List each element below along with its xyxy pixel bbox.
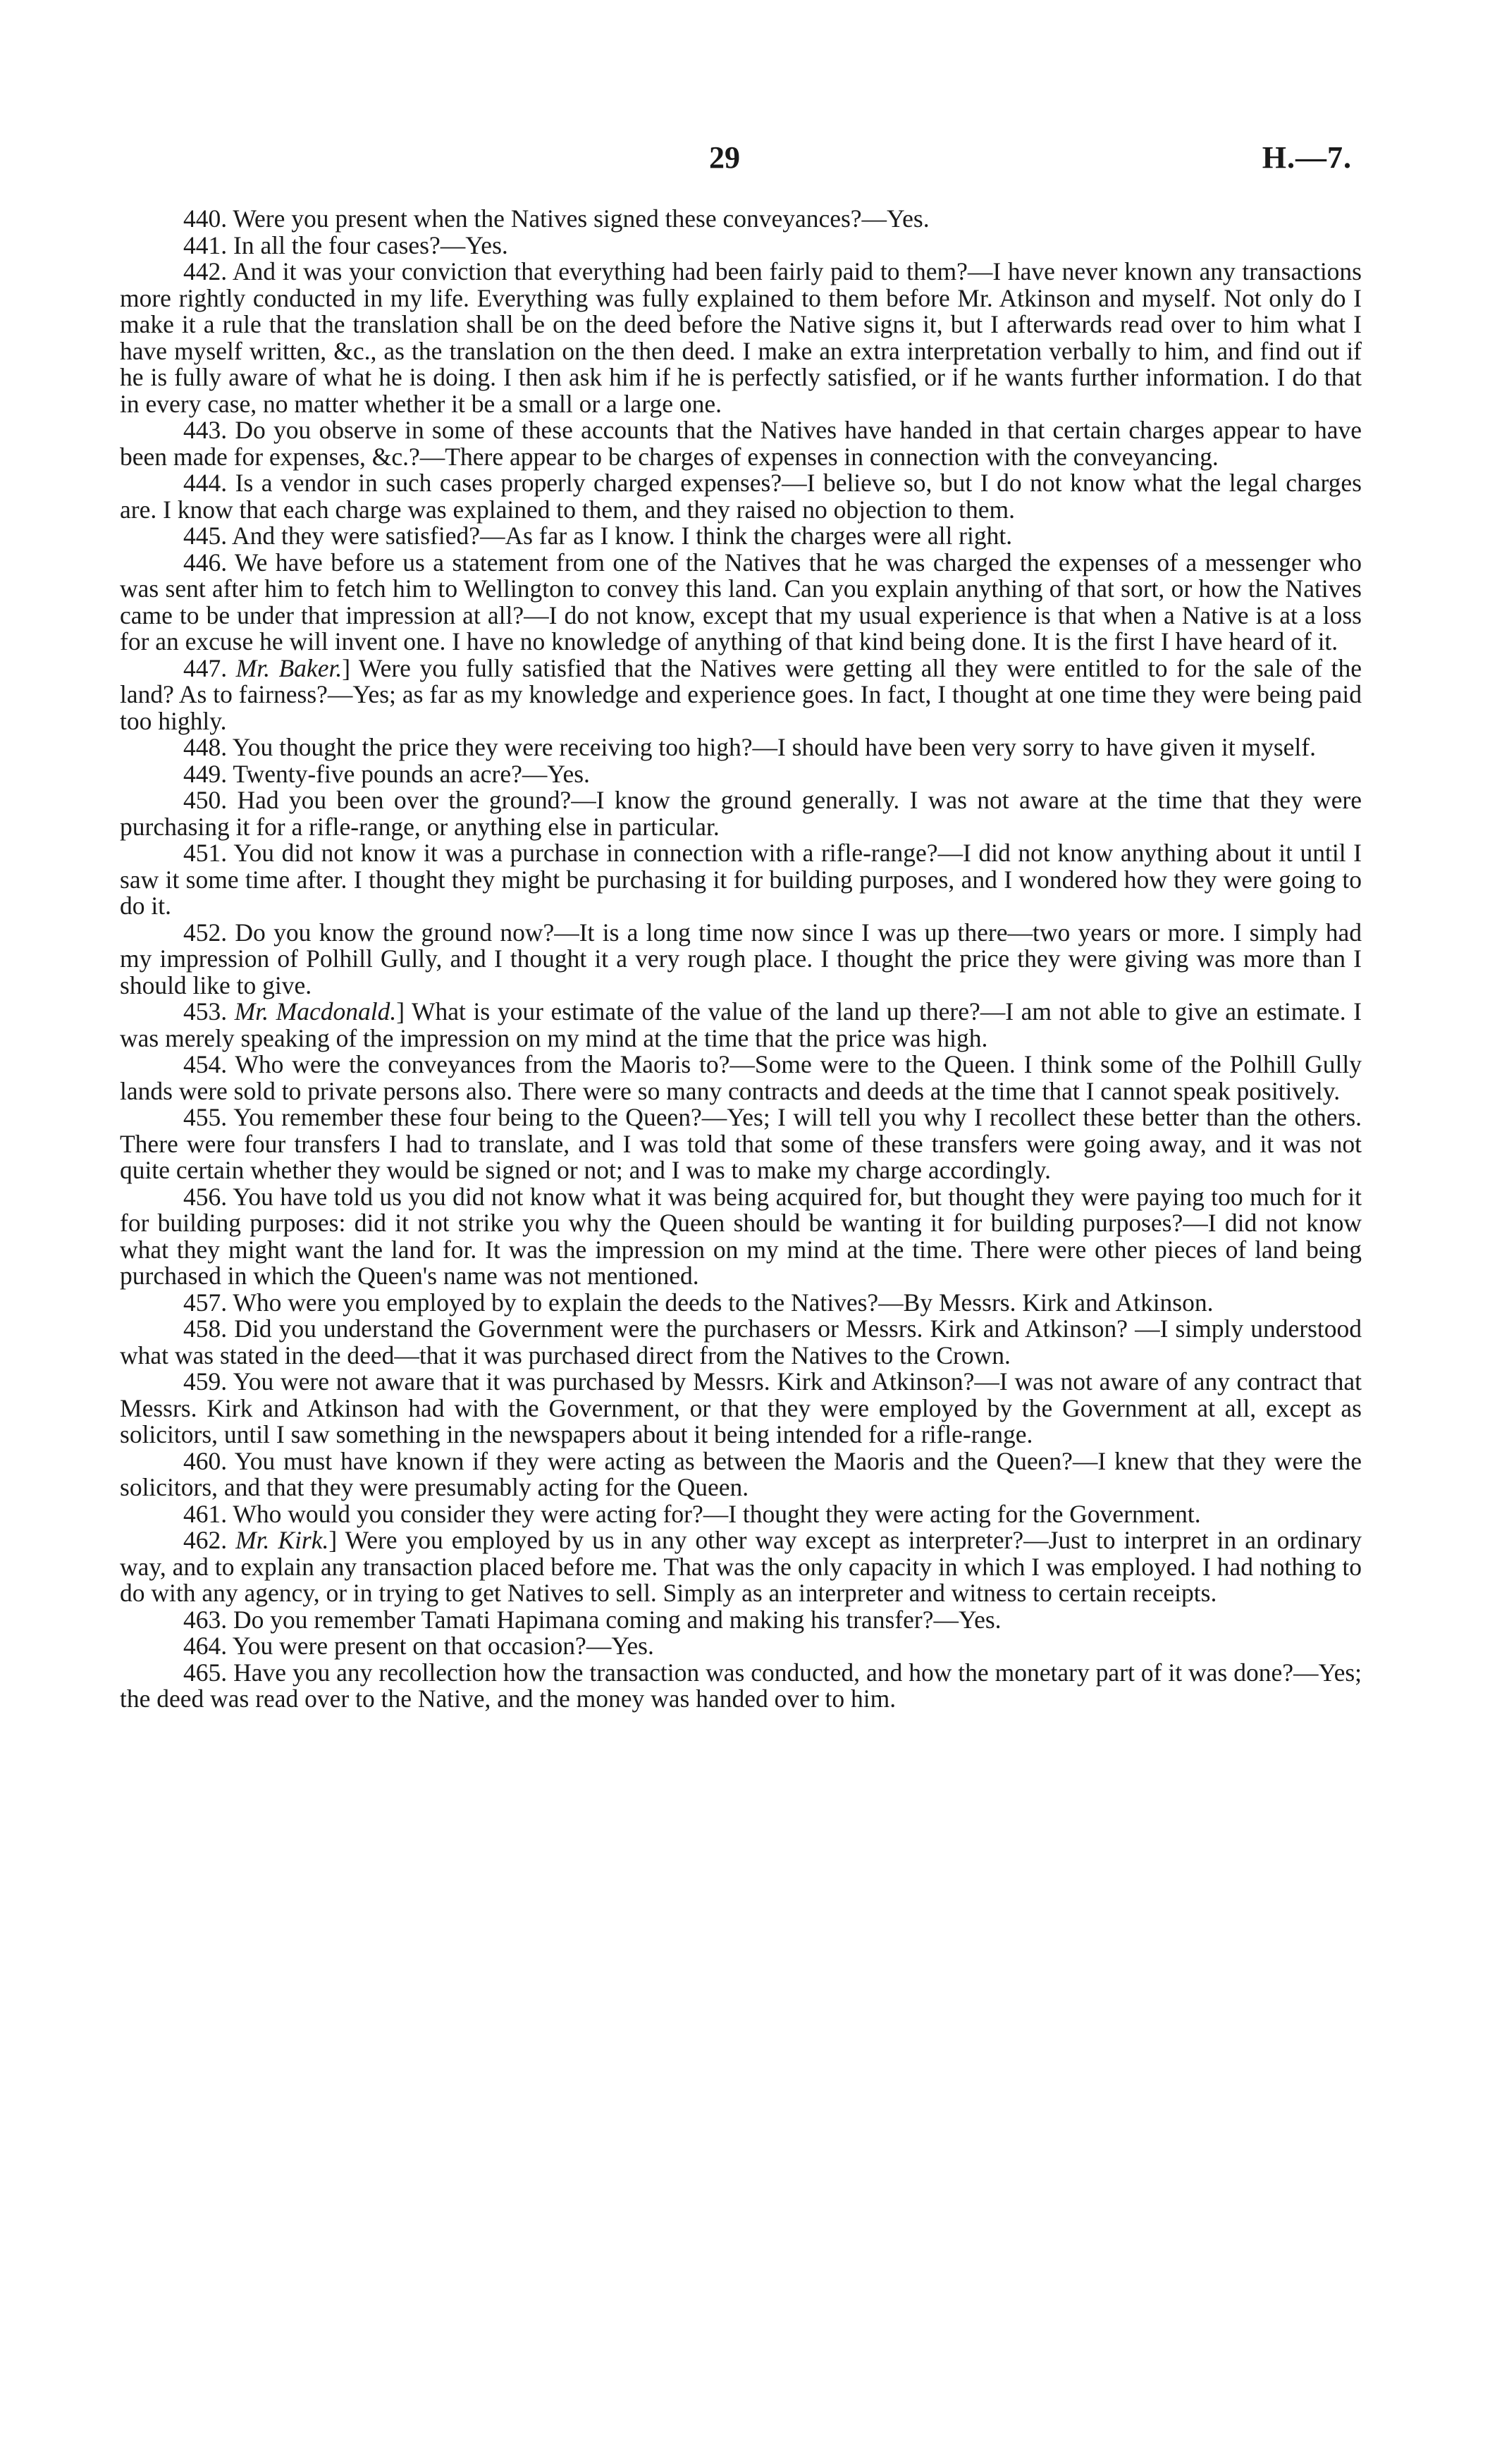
page-header xyxy=(0,140,1490,182)
entry-text: And it was your conviction that everything had been fairly paid to them?—I have never known any transactions more rightly conducted in my life. Everything was fully explained to them before Mr. Atkinson and myself. Not only do I make it a rule that the translation shall be on the deed before the Native signs it, but I afterwards read over to him what I have myself written, &c., as the translation on the then deed. I make an extra interpretation verbally to him, and find out if he is fully aware of what he is doing. I then ask him if he is perfectly satisfied, or if he wants further information. I do that in every case, no matter whether it be a small or a large one. xyxy=(120,257,1362,418)
testimony-entry xyxy=(120,1369,1362,1448)
testimony-entry xyxy=(120,417,1362,470)
entry-number: 447. xyxy=(183,653,228,682)
testimony-entry xyxy=(120,1316,1362,1369)
entry-text: Who were the conveyances from the Maoris to?—Some were to the Queen. I think some of the Polhill Gully lands were sold to private persons also. There were so many contracts and deeds at the time that I cannot speak positively. xyxy=(120,1050,1362,1105)
entry-text: Were you fully satisfied that the Natives were getting all they were entitled to for the sale of the land? As to fairness?—Yes; as far as my knowledge and experience goes. In fact, I thought at one time they were being paid too highly. xyxy=(120,653,1362,735)
entry-text: Had you been over the ground?—I know the ground generally. I was not aware at the time that they were purchasing it for a rifle-range, or anything else in particular. xyxy=(120,786,1362,841)
testimony-entry xyxy=(120,1607,1362,1634)
speaker-name: Mr. Baker. xyxy=(235,653,343,682)
entry-number: 451. xyxy=(183,839,228,867)
testimony-entry xyxy=(120,999,1362,1052)
testimony-entry xyxy=(120,1501,1362,1528)
testimony-entry xyxy=(120,206,1362,233)
entry-number: 460. xyxy=(183,1446,228,1475)
entry-text: Twenty-five pounds an acre?—Yes. xyxy=(233,759,590,788)
entry-number: 445. xyxy=(183,522,228,550)
entry-text: You must have known if they were acting as between the Maoris and the Queen?—I knew that they were the solicitors, and that they were presumably acting for the Queen. xyxy=(120,1446,1362,1501)
entry-text: Were you employed by us in any other way except as interpreter?—Just to interpret in an ordinary way, and to explain any transaction placed before me. That was the only capacity in which I was employed. I had nothing to do with any agency, or in trying to get Natives to sell. Simply as an interpreter and witness to certain receipts. xyxy=(120,1526,1362,1607)
document-reference: H.—7. xyxy=(1262,140,1352,175)
entry-number: 465. xyxy=(183,1658,228,1687)
entry-text: What is your estimate of the value of the land up there?—I am not able to give an estimate. I was merely speaking of the impression on my mind at the time that the price was high. xyxy=(120,997,1362,1052)
entry-text: You were present on that occasion?—Yes. xyxy=(232,1632,654,1660)
entry-number: 462. xyxy=(183,1526,228,1554)
entry-text: Is a vendor in such cases properly charged expenses?—I believe so, but I do not know what the legal charges are. I know that each charge was explained to them, and they raised no objection to them. xyxy=(120,469,1362,524)
testimony-entry xyxy=(120,1633,1362,1660)
testimony-entry xyxy=(120,470,1362,523)
entry-number: 441. xyxy=(183,230,228,259)
entry-text: You did not know it was a purchase in connection with a rifle-range?—I did not know anything about it until I saw it some time after. I thought they might be purchasing it for building purposes, and I wondered how they were going to do it. xyxy=(120,839,1362,920)
speaker-bracket: ] xyxy=(396,997,412,1025)
testimony-entry xyxy=(120,1448,1362,1501)
testimony-entry xyxy=(120,761,1362,788)
entry-text: You thought the price they were receiving too high?—I should have been very sorry to have given it myself. xyxy=(232,733,1316,761)
testimony-entry xyxy=(120,1660,1362,1713)
entry-text: Who would you consider they were acting for?—I thought they were acting for the Government. xyxy=(233,1499,1201,1528)
speaker-bracket: ] xyxy=(342,653,359,682)
entry-number: 452. xyxy=(183,918,228,947)
entry-text: You have told us you did not know what it was being acquired for, but thought they were paying too much for it for building purposes: did it not strike you why the Queen should be wanting it for building purposes?—I did not know what they might want the land for. It was the impression on my mind at the time. There were other pieces of land being purchased in which the Queen's name was not mentioned. xyxy=(120,1182,1362,1290)
entry-text: Have you any recollection how the transaction was conducted, and how the monetary part of it was done?—Yes; the deed was read over to the Native, and the money was handed over to him. xyxy=(120,1658,1362,1713)
entry-number: 455. xyxy=(183,1103,228,1131)
testimony-entry xyxy=(120,259,1362,417)
testimony-entry xyxy=(120,787,1362,840)
testimony-entry xyxy=(120,523,1362,550)
testimony-entry xyxy=(120,655,1362,735)
entry-text: Do you remember Tamati Hapimana coming and making his transfer?—Yes. xyxy=(233,1605,1002,1634)
entry-text: And they were satisfied?—As far as I know. I think the charges were all right. xyxy=(232,522,1013,550)
testimony-entry xyxy=(120,840,1362,920)
entry-number: 458. xyxy=(183,1314,228,1343)
entry-number: 448. xyxy=(183,733,228,761)
entry-number: 449. xyxy=(183,759,228,788)
entry-number: 453. xyxy=(183,997,228,1025)
entry-number: 443. xyxy=(183,416,228,444)
testimony-entry xyxy=(120,1290,1362,1317)
testimony-entry xyxy=(120,550,1362,655)
entry-number: 461. xyxy=(183,1499,228,1528)
speaker-bracket: ] xyxy=(328,1526,345,1554)
entry-text: In all the four cases?—Yes. xyxy=(233,230,508,259)
testimony-entry xyxy=(120,1527,1362,1607)
entry-text: You remember these four being to the Queen?—Yes; I will tell you why I recollect these better than the others. There were four transfers I had to translate, and I was told that some of these transfers were going away, and it was not quite certain whether they would be signed or not; and I was to make my charge accordingly. xyxy=(120,1103,1362,1184)
page-number: 29 xyxy=(709,140,740,175)
entry-number: 454. xyxy=(183,1050,228,1078)
speaker-name: Mr. Macdonald. xyxy=(234,997,397,1025)
entry-number: 464. xyxy=(183,1632,228,1660)
entry-number: 444. xyxy=(183,469,228,497)
entry-text: We have before us a statement from one of the Natives that he was charged the expenses of a messenger who was sent after him to fetch him to Wellington to convey this land. Can you explain anything of that sort, or how the Natives came to be under that impression at all?—I do not know, except that my usual experience is that when a Native is at a loss for an excuse he will invent one. I have no knowledge of anything of that kind being done. It is the first I have heard of it. xyxy=(120,548,1362,655)
entry-number: 450. xyxy=(183,786,228,814)
entry-number: 446. xyxy=(183,548,228,577)
entry-number: 440. xyxy=(183,204,228,233)
entry-number: 463. xyxy=(183,1605,228,1634)
entry-text: Were you present when the Natives signed these conveyances?—Yes. xyxy=(233,204,930,233)
document-body xyxy=(120,206,1362,1713)
entry-number: 442. xyxy=(183,257,228,285)
entry-text: You were not aware that it was purchased by Messrs. Kirk and Atkinson?—I was not aware of any contract that Messrs. Kirk and Atkinson had with the Government, or that they were employed by the Government at all, except as solicitors, until I saw something in the newspapers about it being intended for a rifle-range. xyxy=(120,1367,1362,1448)
entry-number: 459. xyxy=(183,1367,228,1396)
entry-number: 457. xyxy=(183,1288,228,1317)
testimony-entry xyxy=(120,1184,1362,1290)
entry-text: Did you understand the Government were the purchasers or Messrs. Kirk and Atkinson? —I simply understood what was stated in the deed—that it was purchased direct from the Natives to the Crown. xyxy=(120,1314,1362,1369)
testimony-entry xyxy=(120,1104,1362,1184)
testimony-entry xyxy=(120,1052,1362,1104)
speaker-name: Mr. Kirk. xyxy=(235,1526,329,1554)
entry-text: Who were you employed by to explain the deeds to the Natives?—By Messrs. Kirk and Atkinson. xyxy=(233,1288,1214,1317)
entry-text: Do you know the ground now?—It is a long time now since I was up there—two years or more. I simply had my impression of Polhill Gully, and I thought it a very rough place. I thought the price they were giving was more than I should like to give. xyxy=(120,918,1362,999)
testimony-entry xyxy=(120,230,1362,259)
entry-text: Do you observe in some of these accounts that the Natives have handed in that certain charges appear to have been made for expenses, &c.?—There appear to be charges of expenses in connection with the conveyancing. xyxy=(120,416,1362,471)
entry-number: 456. xyxy=(183,1182,228,1211)
testimony-entry xyxy=(120,920,1362,999)
testimony-entry xyxy=(120,734,1362,761)
